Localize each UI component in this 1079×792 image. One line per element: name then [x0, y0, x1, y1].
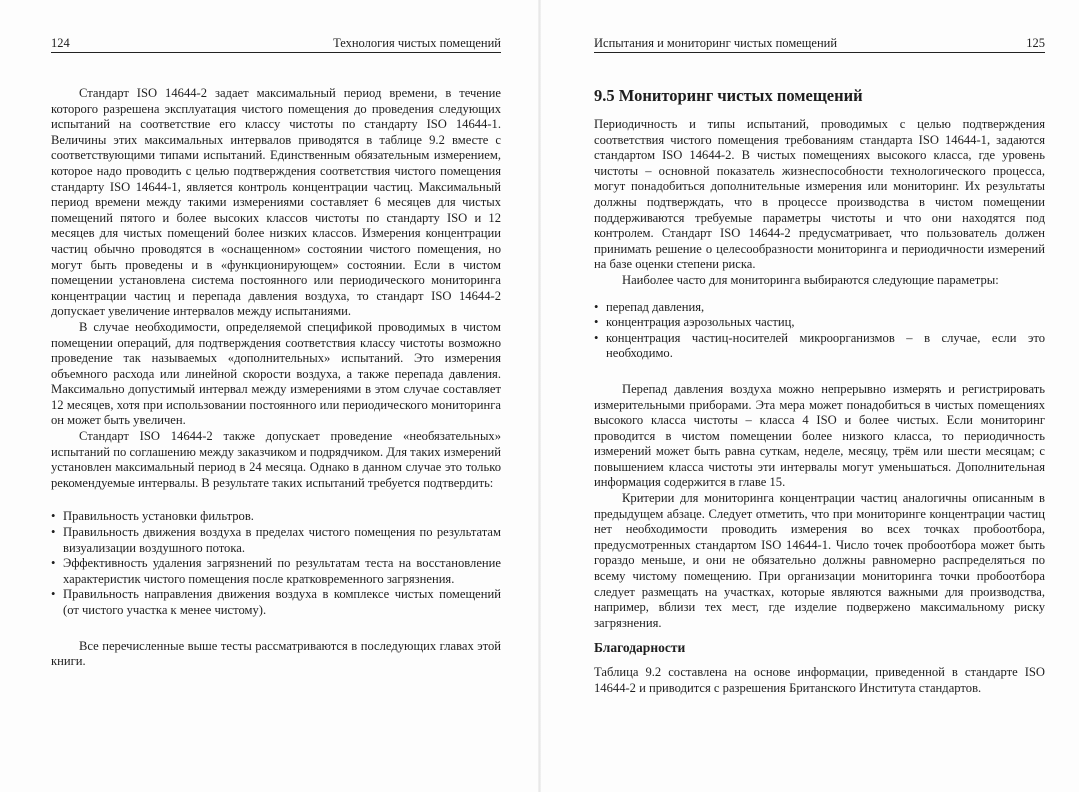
left-paragraph-1: Стандарт ISO 14644-2 задает максимальный период времени, в течение которого разрешена эксплуатация чистого помещения до проведения следующих испытаний на соответствие его классу чистоты по стандарту ISO 14644-1. Величины этих максимальных интервалов приводятся в таблице 9.2 вместе с соответствующими типами испытаний. Единственным обязательным измерением, которое надо проводить с целью подтверждения соответствия чистого помещения стандарту ISO 14644-1, является контроль концентрации частиц. Максимальный период времени между такими измерениями составляет 6 месяцев для чистых помещений пятого и более высоких классов чистоты по стандарту ISO и 12 месяцев для чистых помещений более низких классов. Измерения концентрации частиц обычно проводятся в «оснащенном» состоянии чистого помещения, но могут быть проведены и в «функционирующем» состоянии. Если в чистом помещении установлена система постоянного или периодического мониторинга концентрации частиц и перепада давления воздуха, то стандарт ISO 14644-2 допускает увеличение интервалов между испытаниями.	[51, 86, 501, 319]
right-running-head	[594, 36, 1045, 53]
bullet-icon: •	[51, 509, 56, 524]
bullet-icon: •	[594, 330, 599, 345]
left-running-title: Технология чистых помещений	[333, 36, 501, 50]
acknowledgement-paragraph: Таблица 9.2 составлена на основе информации, приведенной в стандарте ISO 14644-2 и приводится с разрешения Британского Института стандартов.	[594, 665, 1045, 695]
subsection-heading: Благодарности	[594, 640, 686, 656]
list-item	[51, 556, 501, 587]
left-paragraph-3: Стандарт ISO 14644-2 также допускает проведение «необязательных» испытаний по соглашению между заказчиком и подрядчиком. Для таких измерений установлен максимальный период в 24 месяца. Однако в данном случае это только рекомендуемые интервалы. В результате таких испытаний требуется подтвердить:	[51, 429, 501, 490]
list-item	[51, 587, 501, 618]
right-bullet-list	[594, 300, 1045, 362]
list-item-text: Правильность направления движения воздуха в комплексе чистых помещений (от чистого участка к менее чистому).	[63, 587, 501, 617]
right-page-body	[594, 86, 1045, 697]
bullet-icon: •	[594, 299, 599, 314]
left-paragraph-2: В случае необходимости, определяемой спецификой проводимых в чистом помещении операций, для подтверждения соответствия классу чистоты возможно проведение так называемых «дополнительных» испытаний. Это измерения объемного расхода или линейной скорости воздуха, а также перепада давления. Максимально допустимый интервал между измерениями в этом случае составляет 12 месяцев, хотя при использовании постоянного или периодического мониторинга он может быть увеличен.	[51, 319, 501, 428]
bullet-icon: •	[51, 525, 56, 540]
list-item-text: концентрация частиц-носителей микроорганизмов – в случае, если это необходимо.	[606, 330, 1045, 361]
left-paragraph-bottom: Все перечисленные выше тесты рассматриваются в последующих главах этой книги.	[51, 638, 501, 669]
list-item	[594, 331, 1045, 362]
list-item-text: Правильность установки фильтров.	[63, 509, 254, 524]
right-page-number: 125	[1026, 36, 1045, 50]
list-item-text: Правильность движения воздуха в пределах чистого помещения по результатам визуализации воздушного потока.	[63, 525, 501, 555]
bullet-icon: •	[51, 556, 56, 571]
right-lead-in-paragraph: Наиболее часто для мониторинга выбираются следующие параметры:	[622, 272, 999, 287]
left-bullet-list	[51, 509, 501, 618]
right-intro-paragraph: Периодичность и типы испытаний, проводимых с целью подтверждения соответствия чистого помещения требованиям стандарта ISO 14644-1, задаются стандартом ISO 14644-2. В чистых помещениях высокого класса, где уровень чистоты – основной показатель жизнеспособности технологического процесса, могут понадобиться дополнительные измерения или мониторинг. Их результаты должны подтверждать, что в процессе производства в чистом помещении поддерживаются требуемые параметры чистоты и что они находятся под контролем. Стандарт ISO 14644-2 предусматривает, что пользователь должен принимать решение о целесообразности мониторинга и периодичности измерений на базе оценки степени риска.	[594, 117, 1045, 272]
right-paragraph-particles: Критерии для мониторинга концентрации частиц аналогичны описанным в предыдущем абзаце. Следует отметить, что при мониторинге концентрации частиц нет необходимости проводить измерения во всех точках пробоотбора, предусмотренных стандартом ISO 14644-1. Число точек пробоотбора может быть гораздо меньше, и они не обязательно должны равномерно распределяться по всему чистому помещению. При организации мониторинга точки пробоотбора следует размещать на участках, которые являются важными для производства, например, вблизи тех мест, где изделие подвержено максимальному риску загрязнения.	[594, 491, 1045, 630]
left-page-body	[51, 86, 501, 670]
section-heading: 9.5 Мониторинг чистых помещений	[594, 86, 863, 105]
left-page-number: 124	[51, 36, 70, 50]
bullet-icon: •	[594, 315, 599, 330]
bullet-icon: •	[51, 587, 56, 602]
right-paragraph-pressure: Перепад давления воздуха можно непрерывно измерять и регистрировать измерительными приборами. Эта мера может понадобиться в чистых помещениях высокого класса чистоты – класса 4 ISO и более чистых. Если мониторинг проводится в чистом помещении более низкого класса, то периодичность измерений может быть равна суткам, неделе, месяцу, трём или шести месяцам; с повышением класса чистоты эти интервалы могут уменьшаться. Дополнительная информация содержится в главе 15.	[594, 381, 1045, 490]
list-item-text: перепад давления,	[606, 299, 705, 314]
right-running-title: Испытания и мониторинг чистых помещений	[594, 36, 838, 50]
list-item	[51, 509, 501, 525]
list-item	[51, 525, 501, 556]
list-item	[594, 300, 1045, 316]
list-item	[594, 315, 1045, 331]
book-gutter	[538, 0, 541, 792]
list-item-text: концентрация аэрозольных частиц,	[606, 315, 795, 330]
list-item-text: Эффективность удаления загрязнений по результатам теста на восстановление характеристик чистого помещения после кратковременного загрязнения.	[63, 556, 501, 586]
left-running-head	[51, 36, 501, 53]
